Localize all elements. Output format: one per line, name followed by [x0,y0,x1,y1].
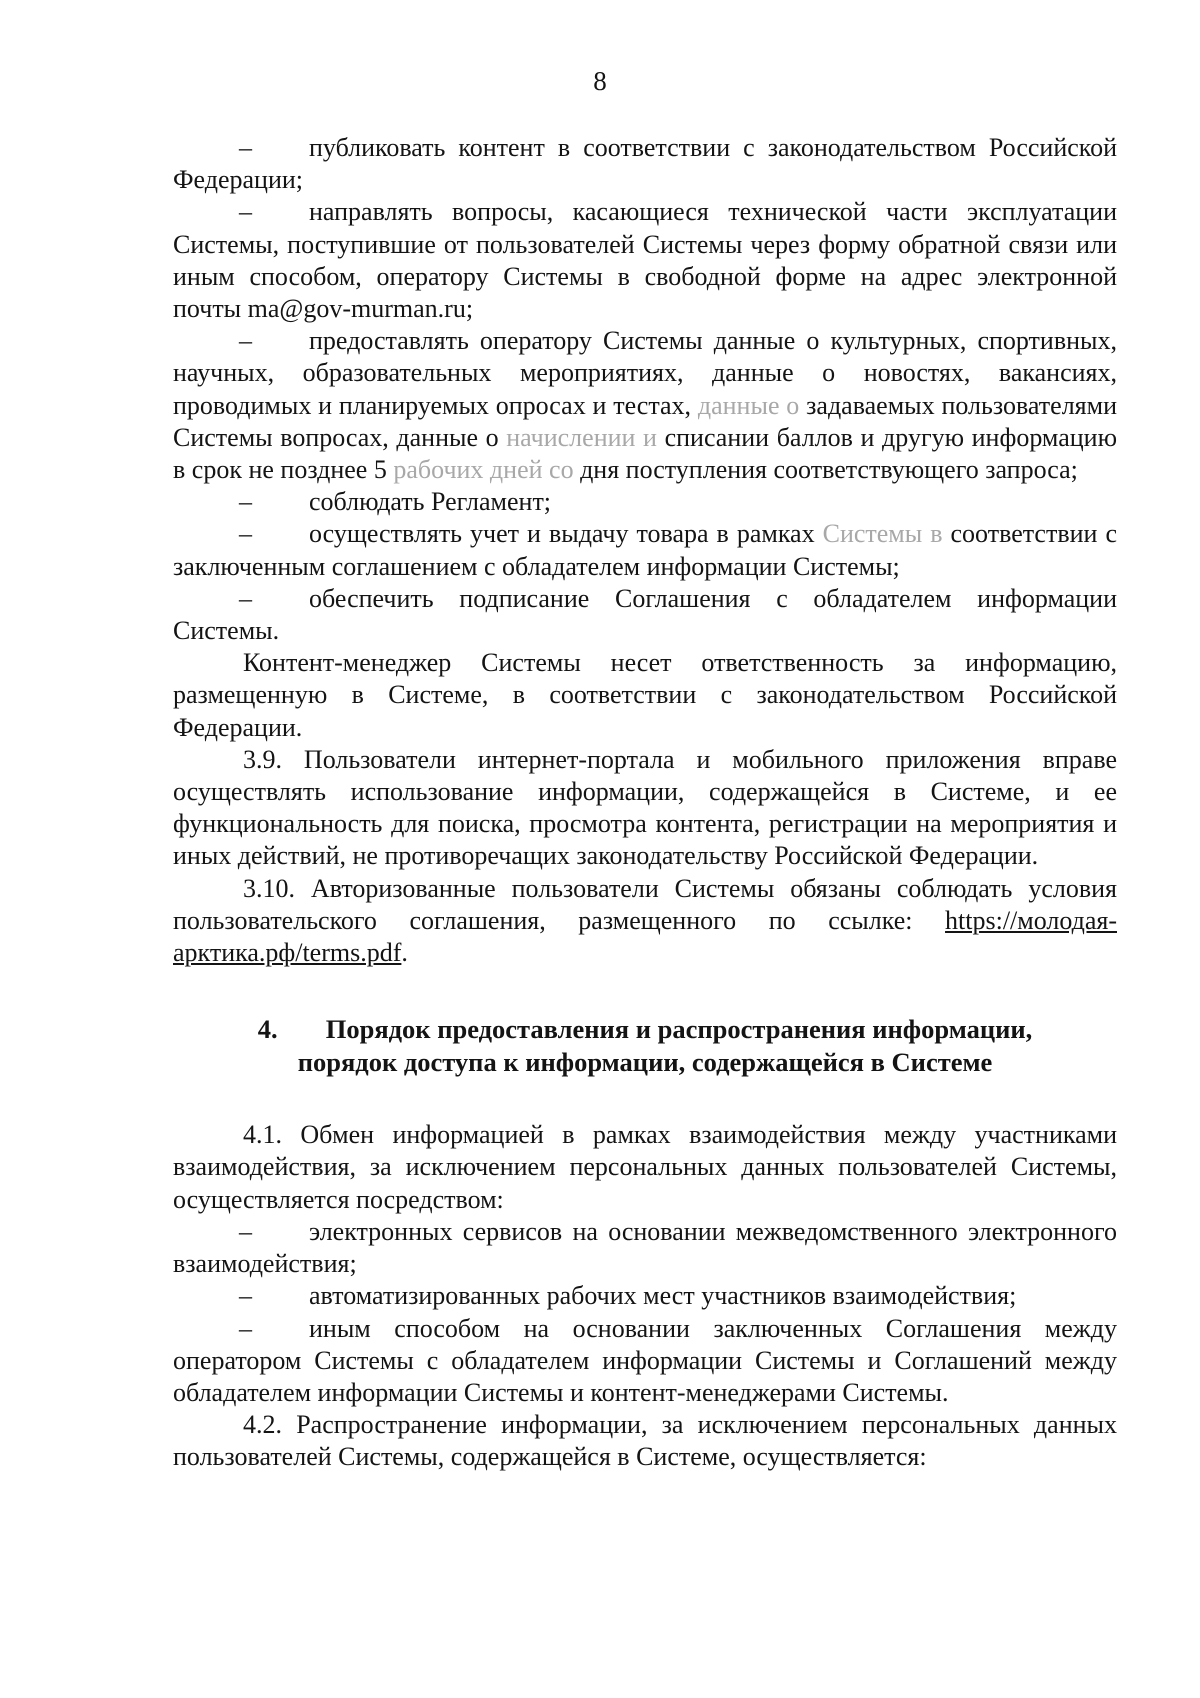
dash: – [239,1313,252,1343]
list-item: – иным способом на основании заключенных Соглашения между оператором Системы с обладателем информации Системы и Соглашений между обладателем информации Системы и контент-менеджерами Системы. [173,1313,1117,1407]
paragraph-4-2: 4.2. Распространение информации, за исключением персональных данных пользователей Системы, содержащейся в Системе, осуществляется: [173,1410,1117,1472]
section-number: 4. [257,1014,278,1045]
list-item: – направлять вопросы, касающиеся технической части эксплуатации Системы, поступившие от пользователей Системы через форму обратной связи или иным способом, оператору Системы в свободной форме на адрес электронной почты ma@gov-murman.ru; [173,197,1117,324]
page-number: 8 [593,66,607,96]
document-body [173,132,1117,1474]
paragraph-3-10: 3.10. Авторизованные пользователи Системы обязаны соблюдать условия пользовательского соглашения, размещенного по ссылке: https://молодая-арктика.рф/terms.pdf. [173,873,1117,968]
list-item: – публиковать контент в соответствии с законодательством Российской Федерации; [173,133,1117,195]
dash: – [239,519,252,549]
paragraph-3-9: 3.9. Пользователи интернет-портала и мобильного приложения вправе осуществлять использование информации, содержащейся в Системе, и ее функциональность для поиска, просмотра контента, регистрации на мероприятия и иных действий, не противоречащих законодательству Российской Федерации. [173,744,1117,871]
list-item: – электронных сервисов на основании межведомственного электронного взаимодействия; [173,1216,1117,1279]
list-item: – автоматизированных рабочих мест участников взаимодействия; [173,1280,1117,1312]
list-item: – предоставлять оператору Системы данные о культурных, спортивных, научных, образовательных мероприятиях, данные о новостях, вакансиях, проводимых и планируемых опросах и тестах, данные о задаваемых пользователями Системы вопросах, данные о начислении и списании баллов и другую информацию в срок не позднее 5 рабочих дней со дня поступления соответствующего запроса; [173,326,1117,485]
section-heading: 4. Порядок предоставления и распространения информации, порядок доступа к информации, содержащейся в Системе [257,1014,1033,1078]
terms-link[interactable]: https://молодая-арктика.рф/terms.pdf [173,905,1117,968]
dash: – [239,197,252,227]
paragraph-4-1: 4.1. Обмен информацией в рамках взаимодействия между участниками взаимодействия, за исключением персональных данных пользователей Системы, осуществляется посредством: [173,1120,1117,1214]
list-item: – обеспечить подписание Соглашения с обладателем информации Системы. [173,583,1117,646]
dash: – [239,133,252,162]
dash: – [239,583,252,613]
dash: – [239,487,252,517]
list-item: – осуществлять учет и выдачу товара в рамках Системы в соответствии с заключенным соглашением с обладателем информации Системы; [173,519,1117,581]
dash: – [239,1216,252,1246]
paragraph: Контент-менеджер Системы несет ответственность за информацию, размещенную в Системе, в соответствии с законодательством Российской Федерации. [173,648,1117,742]
dash: – [239,1281,252,1311]
dash: – [239,326,252,356]
list-item: – соблюдать Регламент; [173,486,1117,518]
